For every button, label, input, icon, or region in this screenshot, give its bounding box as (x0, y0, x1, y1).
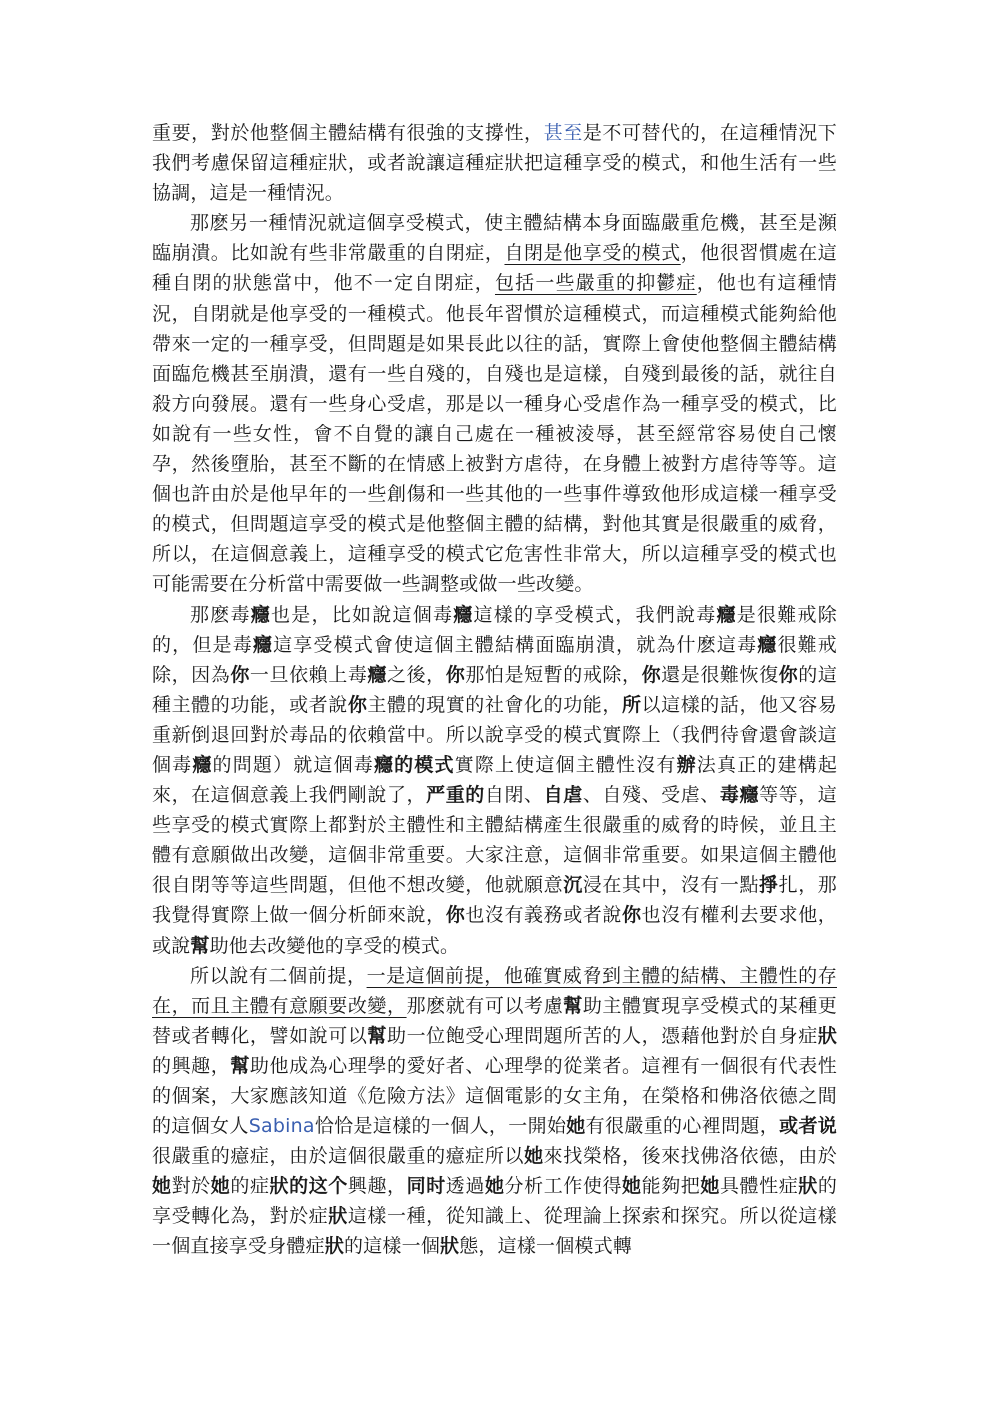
text-run: ，他很習慣處在這種自閉的狀態當中，他不一定自閉症， (152, 242, 837, 295)
bold-text: 严重的 (426, 784, 485, 807)
text-run: 助他成為心理學的愛好者、心理學的從業者。這裡有一個很有代表性的個案，大家應該知道《危險方法》這個電影的女主角，在榮格和佛洛依德之間的這個女人 (152, 1054, 837, 1138)
text-run: 重要，對於他整個主體結構有很強的支撐性， (152, 122, 544, 144)
underlined-text: 包括一些嚴重的抑鬱症 (494, 272, 697, 295)
bold-text: 辦 (676, 753, 697, 776)
text-run: 對於 (171, 1175, 211, 1198)
text-run: 之後， (387, 663, 446, 686)
bold-text: 幫 (563, 994, 583, 1017)
bold-text: 幫 (367, 1024, 387, 1047)
bold-text: 幫 (190, 934, 210, 957)
bold-text: 癮 (757, 633, 778, 656)
text-run: 的興趣， (152, 1054, 231, 1077)
text-run: 以這樣的話，他又容易重新倒退回對於毒品的依賴當中。所以說享受的模式實際上（我們待會還會談這個毒 (152, 693, 837, 776)
text-run: 那麽另一種情況就這個享受模式，使主體結構本身面臨嚴重危機，甚至是瀕臨崩潰。比如說有些非常嚴重的自閉症， (152, 212, 837, 265)
text-run: 那怕是短暫的戒除， (465, 663, 642, 686)
text-run: 那麽毒 (190, 603, 251, 626)
bold-text: 癮 (192, 753, 213, 776)
bold-text: 毒癮 (719, 784, 760, 807)
bold-text: 你 (347, 693, 368, 716)
bold-text: 癮 (252, 633, 274, 656)
bold-text: 她 (622, 1175, 642, 1198)
bold-text: 狀 (798, 1175, 818, 1198)
text-run: 、自殘、受虐、 (582, 784, 720, 807)
bold-text: 狀 (817, 1024, 838, 1047)
text-run: 扎，那我覺得實際上做一個分析師來說， (152, 874, 838, 927)
bold-text: 你 (621, 904, 642, 927)
bold-text: 你 (778, 663, 799, 686)
bold-text: 狀 (324, 1235, 345, 1258)
paragraph (152, 208, 837, 599)
bold-text: 所 (621, 693, 642, 716)
bold-text: 癮 (367, 663, 387, 686)
text-run: ，他也有這種情況，自閉就是他享受的一種模式。他長年習慣於這種模式，而這種模式能夠給他帶來一定的一種享受，但問題是如果長此以往的話，實際上會使他整個主體結構面臨危機甚至崩潰，還有一些自殘的，自殘也是這樣，自殘到最後的話，就往自殺方向發展。還有一些身心受虐，那是以一種身心受虐作為一種享受的模式，比如說有一些女性，會不自覺的讓自己處在一種被淩辱，甚至經常容易使自己懷孕，然後墮胎，甚至不斷的在情感上被對方虐待，在身體上被對方虐待等等。這個也許由於是他早年的一些創傷和一些其他的一些事件導致他形成這樣一種享受的模式，但問題這享受的模式是他整個主體的結構，對他其實是很嚴重的威脅，所以，在這個意義上，這種享受的模式它危害性非常大，所以這種享受的模式也可能需要在分析當中需要做一些調整或做一些改變。 (152, 272, 837, 596)
text-run: 是很難戒除的，但是毒 (152, 603, 837, 656)
paragraph (152, 600, 837, 961)
text-run: 一旦依賴上毒 (249, 663, 368, 686)
bold-text: 同时 (406, 1175, 446, 1198)
bold-text: 狀的这个 (269, 1175, 348, 1198)
bold-text: 她 (210, 1175, 231, 1198)
text-run: 是不可替代的，在這種情況下我們考慮保留這種症狀，或者說讓這種症狀把這種享受的模式，和他生活有一些協調，這是一種情況。 (152, 122, 837, 205)
text-run: 這享受模式會使這個主體結構面臨崩潰，就為什麽這毒 (273, 633, 758, 656)
bold-text: 癮的模式 (373, 753, 455, 776)
bold-text: 癮 (250, 603, 271, 626)
bold-text: 她 (484, 1175, 505, 1198)
text-run: 興趣， (347, 1175, 407, 1198)
text-run: 法真正的建構起來，在這個意義上我們剛說了， (152, 753, 838, 807)
text-run: 助他去改變他的享受的模式。 (209, 934, 460, 957)
text-run: 透過 (445, 1175, 485, 1198)
text-run: 的這種主體的功能，或者說 (152, 663, 838, 716)
bold-text: 你 (445, 904, 466, 927)
text-run: 的問題）就這個毒 (212, 753, 374, 776)
highlighted-text: 甚至 (543, 122, 583, 144)
bold-text: 自虐 (543, 784, 583, 807)
text-run: 態，這樣一個模式轉 (459, 1235, 633, 1258)
bold-text: 癮 (453, 603, 474, 626)
text-run: 能夠把 (641, 1175, 701, 1198)
text-run: 主體的現實的社會化的功能， (367, 693, 622, 716)
paragraph (152, 961, 837, 1262)
text-run: 有很嚴重的心裡問題， (585, 1115, 780, 1138)
text-run: 很難戒除，因為 (152, 633, 838, 686)
bold-text: 狀 (440, 1235, 460, 1258)
bold-text: 狀 (328, 1205, 348, 1228)
bold-text: 癮 (716, 603, 737, 626)
text-run: 那麽就有可以考慮 (406, 994, 564, 1017)
text-run: 的享受轉化為，對於症 (152, 1175, 838, 1228)
text-run: 的症 (230, 1175, 270, 1198)
bold-text: 她 (700, 1175, 720, 1198)
bold-text: 沉 (563, 874, 583, 897)
underlined-text: 自閉是他享受的模式 (504, 242, 681, 265)
text-run: 所以說有二個前提， (190, 964, 367, 987)
text-run: 也是，比如說這個毒 (271, 603, 454, 626)
text-run: 恰恰是這樣的一個人，一開始 (314, 1115, 567, 1138)
text-run: 很嚴重的癔症，由於這個很嚴重的癔症所以 (152, 1145, 525, 1168)
underlined-text: 一是這個前提，他確實威脅到主體的結構、主體性的存在，而且主體有意願要改變， (152, 964, 837, 1017)
text-run: 浸在其中，沒有一點 (582, 874, 760, 897)
paragraph (152, 118, 837, 208)
text-run: 的這樣一個 (344, 1235, 441, 1258)
text-run: 來找榮格，後來找佛洛依德，由於 (543, 1145, 837, 1168)
text-run: 分析工作使得 (504, 1175, 623, 1198)
text-run: 助主體實現享受模式的某種更替或者轉化，譬如說可以 (152, 994, 837, 1047)
text-run: 自閉、 (484, 784, 544, 807)
text-run: 具體性症 (719, 1175, 799, 1198)
bold-text: 掙 (759, 874, 779, 897)
text-run: 這樣一種，從知識上、從理論上探索和探究。所以從這樣一個直接享受身體症 (152, 1205, 837, 1258)
bold-text: 你 (230, 663, 250, 686)
text-run: 助一位飽受心理問題所苦的人，憑藉他對於自身症 (387, 1024, 818, 1047)
highlighted-text: Sabina (248, 1115, 315, 1138)
bold-text: 她 (152, 1175, 172, 1198)
text-run: 還是很難恢復 (661, 663, 779, 686)
bold-text: 她 (524, 1145, 544, 1168)
bold-text: 你 (445, 663, 466, 686)
bold-text: 她 (566, 1115, 586, 1138)
document-body (152, 118, 837, 1262)
text-run: 也沒有權利去要求他，或說 (152, 904, 837, 957)
bold-text: 你 (641, 663, 662, 686)
bold-text: 或者说 (779, 1115, 837, 1138)
text-run: 實際上使這個主體性沒有 (454, 753, 677, 776)
text-run: 這樣的享受模式，我們說毒 (473, 603, 717, 626)
bold-text: 幫 (230, 1054, 250, 1077)
text-run: 等等，這些享受的模式實際上都對於主體性和主體結構產生很嚴重的威脅的時候，並且主體有意願做出改變，這個非常重要。大家注意，這個非常重要。如果這個主體他很自閉等等這些問題，但他不想改變，他就願意 (152, 784, 838, 897)
text-run: 也沒有義務或者說 (465, 904, 622, 927)
